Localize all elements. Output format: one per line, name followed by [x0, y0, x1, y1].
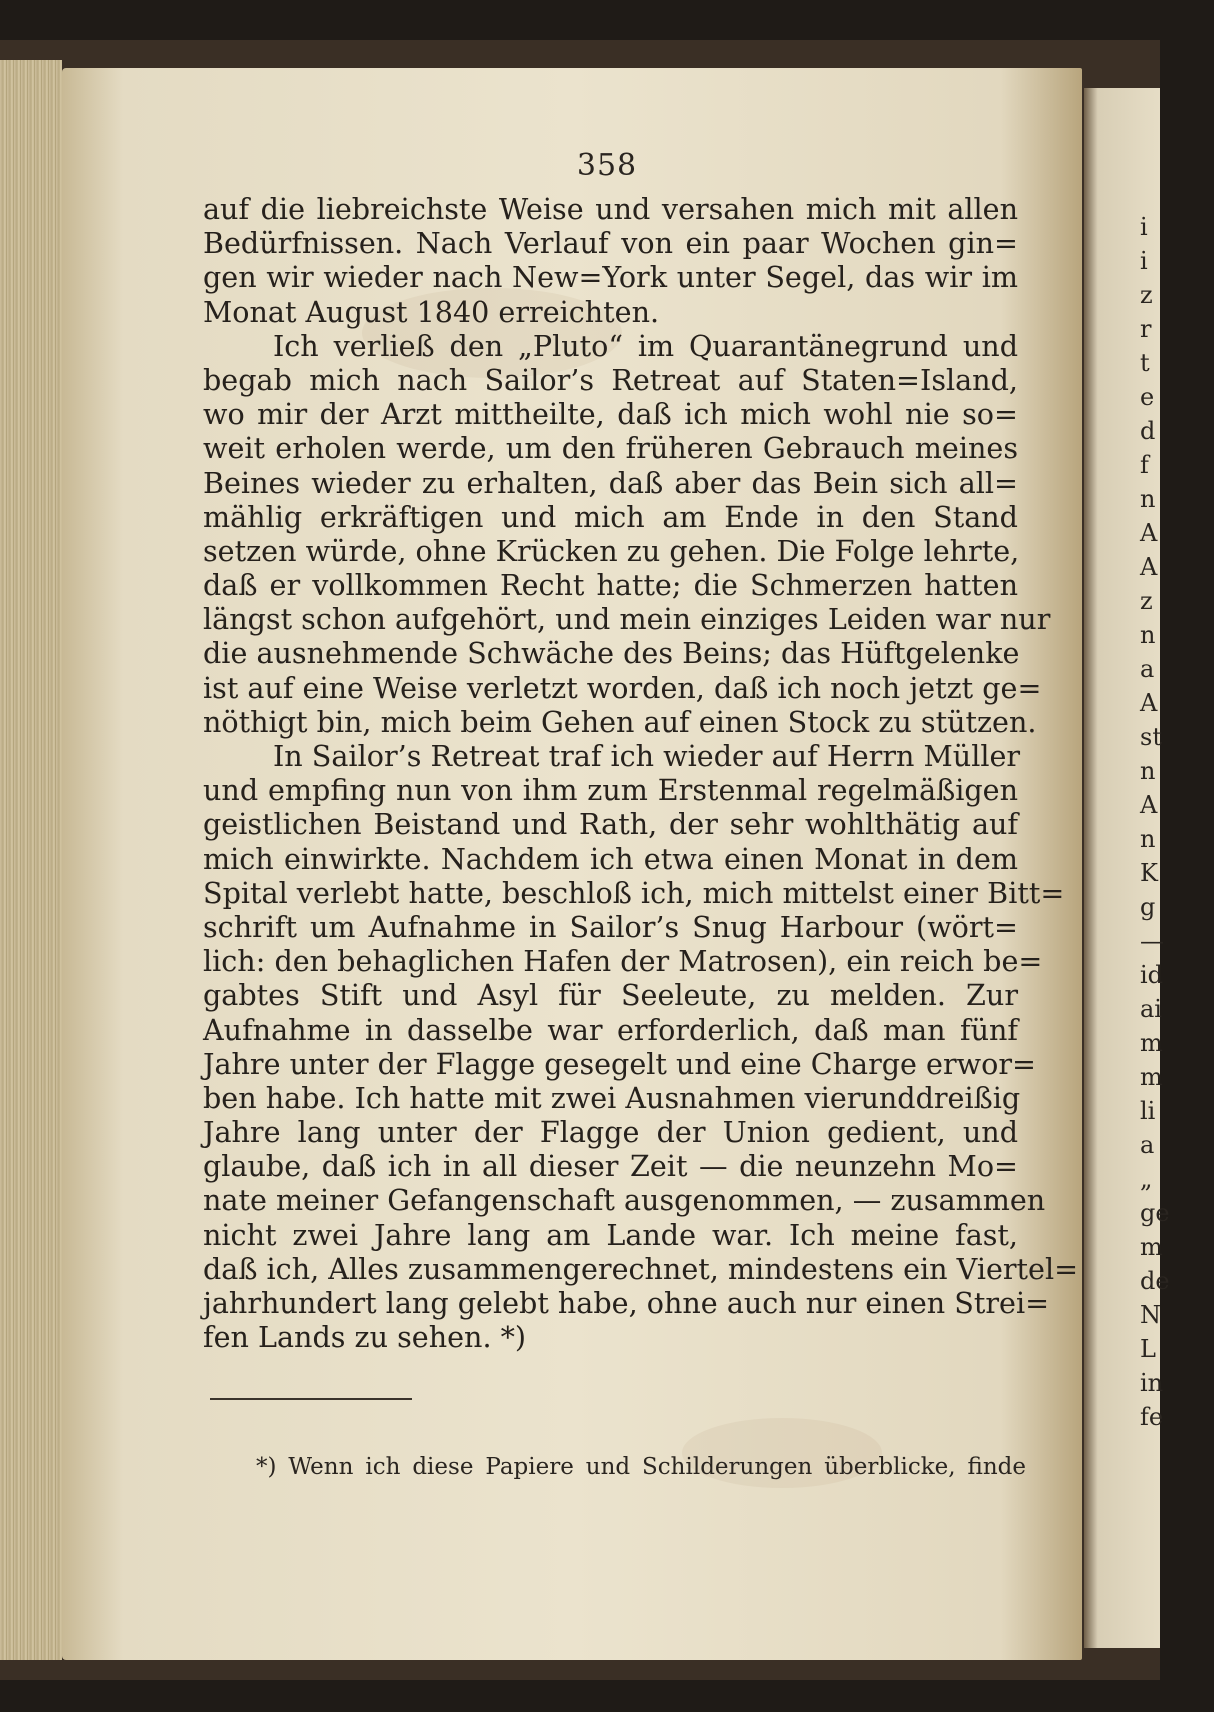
- fragment: z: [1140, 587, 1153, 615]
- text-line: gen wir wieder nach New=York unter Segel, das wir im: [203, 260, 1018, 295]
- fragment: m: [1140, 1063, 1163, 1091]
- fragment: m: [1140, 1233, 1163, 1261]
- fragment: a: [1140, 1131, 1155, 1159]
- fragment: i: [1140, 213, 1148, 241]
- fragment: n: [1140, 757, 1156, 785]
- text-line: nate meiner Gefangenschaft ausgenommen, — zusammen: [203, 1183, 1046, 1218]
- text-line: ben habe. Ich hatte mit zwei Ausnahmen vierunddreißig: [203, 1080, 1021, 1115]
- text-line: fen Lands zu sehen. *): [203, 1320, 527, 1355]
- text-line: auf die liebreichste Weise und versahen mich mit allen: [203, 192, 1018, 226]
- text-line: Jahre lang unter der Flagge der Union gedient, und: [203, 1115, 1018, 1150]
- fragment: d: [1140, 417, 1156, 445]
- fragment: t: [1140, 349, 1150, 377]
- fragment: ge: [1140, 1199, 1170, 1227]
- fragment: li: [1140, 1097, 1156, 1125]
- fragment: A: [1140, 689, 1158, 717]
- text-line: Monat August 1840 erreichten.: [203, 294, 660, 329]
- fragment: A: [1140, 791, 1158, 819]
- text-line: Ich verließ den „Pluto“ im Quarantänegrund und: [273, 328, 1018, 363]
- text-line: gabtes Stift und Asyl für Seeleute, zu melden. Zur: [203, 978, 1018, 1013]
- text-line: setzen würde, ohne Krücken zu gehen. Die Folge lehrte,: [203, 533, 1020, 568]
- text-line: jahrhundert lang gelebt habe, ohne auch nur einen Strei=: [203, 1286, 1050, 1320]
- text-line: daß er vollkommen Recht hatte; die Schmerzen hatten: [203, 568, 1018, 603]
- text-line: weit erholen werde, um den früheren Gebrauch meines: [203, 431, 1018, 466]
- fragment: de: [1140, 1267, 1170, 1295]
- text-line: Bedürfnissen. Nach Verlauf von ein paar Wochen gin=: [203, 226, 1018, 261]
- footnote: *) Wenn ich diese Papiere und Schilderungen überblicke, finde: [256, 1454, 1026, 1480]
- fragment: st: [1140, 723, 1162, 751]
- fragment: N: [1140, 1301, 1161, 1329]
- body-text: [203, 192, 1079, 1355]
- fragment: m: [1140, 1029, 1163, 1057]
- fragment: a: [1140, 655, 1155, 683]
- fragment: n: [1140, 485, 1156, 513]
- fragment: f: [1140, 451, 1149, 479]
- fragment: z: [1140, 281, 1153, 309]
- text-line: lich: den behaglichen Hafen der Matrosen), ein reich be=: [203, 944, 1043, 979]
- page-edges: [0, 60, 62, 1660]
- footnote-divider: [210, 1398, 412, 1400]
- fragment: r: [1140, 315, 1152, 343]
- fragment: n: [1140, 825, 1156, 853]
- fragment: id: [1140, 961, 1164, 989]
- fragment: A: [1140, 553, 1158, 581]
- text-line: nicht zwei Jahre lang am Lande war. Ich meine fast,: [203, 1217, 1018, 1252]
- fragment: i: [1140, 247, 1148, 275]
- text-line: glaube, daß ich in all dieser Zeit — die neunzehn Mo=: [203, 1149, 1018, 1184]
- fragment: A: [1140, 519, 1158, 547]
- text-line: mählig erkräftigen und mich am Ende in den Stand: [203, 499, 1018, 534]
- fragment: ai: [1140, 995, 1162, 1023]
- fragment: L: [1140, 1335, 1156, 1363]
- text-line: Spital verlebt hatte, beschloß ich, mich mittelst einer Bitt=: [203, 875, 1065, 910]
- text-line: nöthigt bin, mich beim Gehen auf einen Stock zu stützen.: [203, 704, 1037, 739]
- fragment: in: [1140, 1369, 1164, 1397]
- fragment: n: [1140, 621, 1156, 649]
- text-line: ist auf eine Weise verletzt worden, daß ich noch jetzt ge=: [203, 670, 1042, 705]
- page-number: 358: [576, 148, 638, 183]
- text-line: In Sailor’s Retreat traf ich wieder auf Herrn Müller: [273, 739, 1021, 773]
- text-line: Jahre unter der Flagge gesegelt und eine Charge erwor=: [203, 1046, 1036, 1081]
- text-line: begab mich nach Sailor’s Retreat auf Staten=Island,: [203, 362, 1018, 397]
- fragment: g: [1140, 893, 1156, 921]
- text-line: Aufnahme in dasselbe war erforderlich, daß man fünf: [203, 1012, 1018, 1047]
- fragment: —: [1140, 927, 1164, 955]
- text-line: Beines wieder zu erhalten, daß aber das Bein sich all=: [203, 465, 1018, 500]
- text-line: die ausnehmende Schwäche des Beins; das Hüftgelenke: [203, 636, 1020, 671]
- text-line: geistlichen Beistand und Rath, der sehr wohlthätig auf: [203, 807, 1018, 842]
- fragment: e: [1140, 383, 1155, 411]
- text-line: daß ich, Alles zusammengerechnet, mindestens ein Viertel=: [203, 1251, 1079, 1286]
- text-line: mich einwirkte. Nachdem ich etwa einen Monat in dem: [203, 841, 1018, 876]
- text-line: wo mir der Arzt mittheilte, daß ich mich wohl nie so=: [203, 397, 1018, 432]
- fragment: „: [1140, 1165, 1153, 1193]
- fragment: K: [1140, 859, 1158, 887]
- next-page-text-fragments: [1140, 210, 1170, 1434]
- text-line: schrift um Aufnahme in Sailor’s Snug Harbour (wört=: [203, 909, 1018, 944]
- text-line: längst schon aufgehört, und mein einziges Leiden war nur: [203, 602, 1051, 637]
- fragment: fe: [1140, 1403, 1164, 1431]
- text-line: und empfing nun von ihm zum Erstenmal regelmäßigen: [203, 773, 1018, 808]
